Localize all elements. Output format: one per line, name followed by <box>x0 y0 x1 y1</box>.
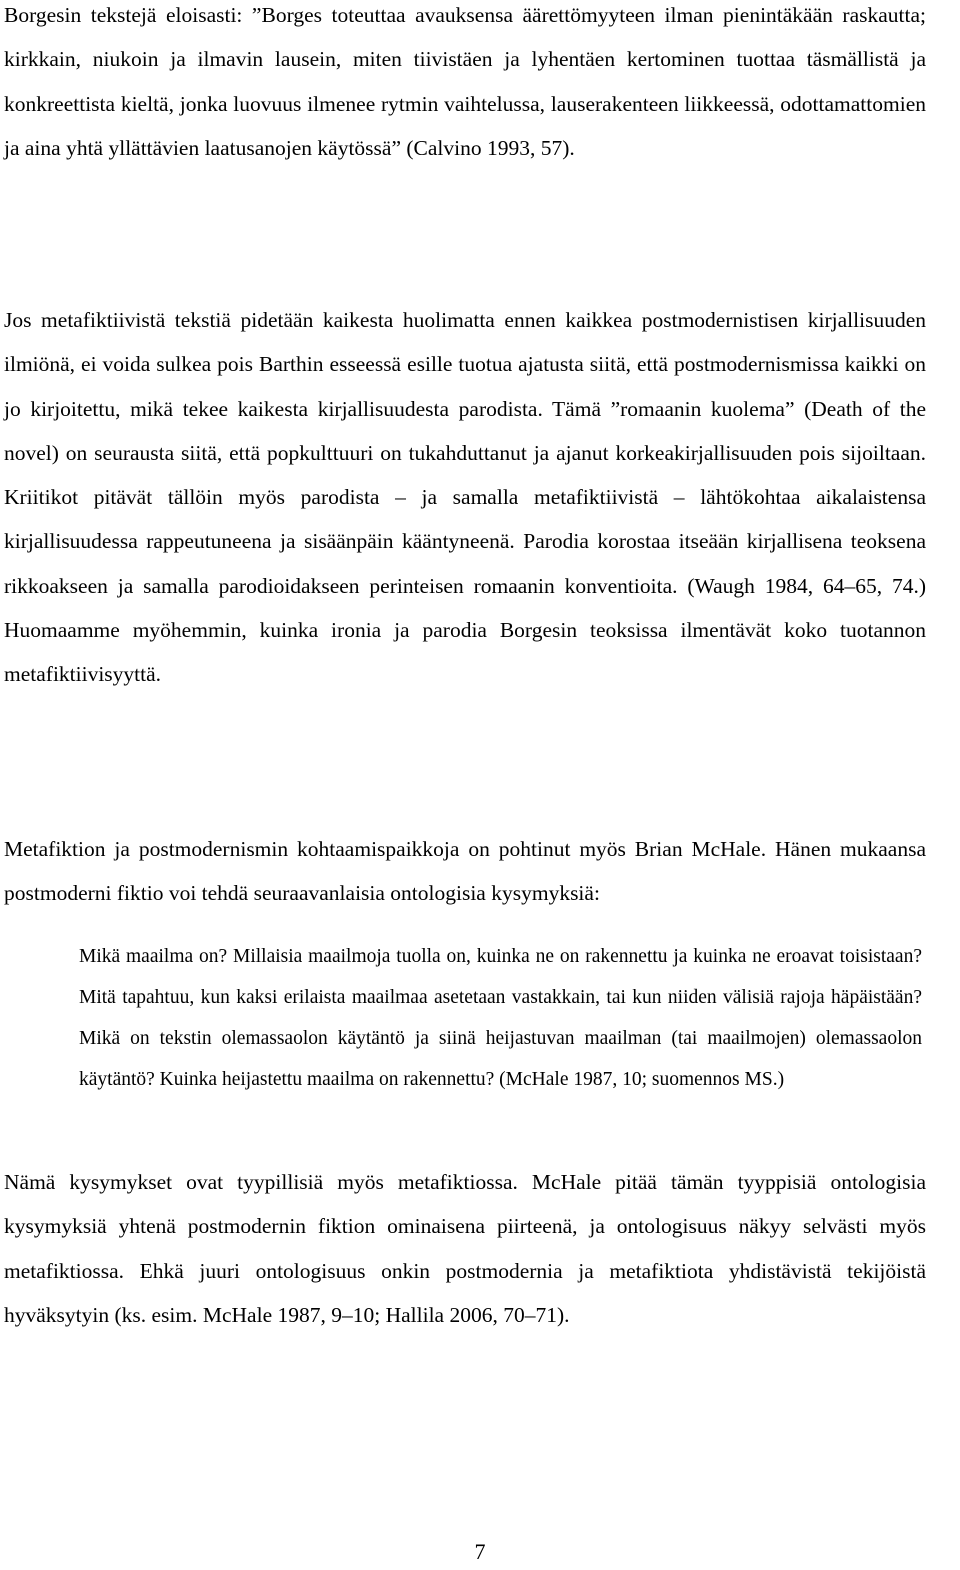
paragraph-mchale-intro: Metafiktion ja postmodernismin kohtaamispaikkoja on pohtinut myös Brian McHale. Hänen mukaansa postmoderni fiktio voi tehdä seuraavanlaisia ontologisia kysymyksiä: <box>4 837 926 906</box>
page-number: 7 <box>474 1539 486 1564</box>
paragraph-metafiction-parody: Jos metafiktiivistä tekstiä pidetään kaikesta huolimatta ennen kaikkea postmodernistisen kirjallisuuden ilmiönä, ei voida sulkea pois Barthin esseessä esille tuotua ajatusta siitä, että postmodernismissa kaikki on jo kirjoitettu, mikä tekee kaikesta kirjallisuudesta parodista. Tämä ”romaanin kuolema” (Death of the novel) on seurausta siitä, että popkulttuuri on tukahduttanut ja ajanut korkeakirjallisuuden pois sijoiltaan. Kriitikot pitävät tällöin myös parodista – ja samalla metafiktiivistä – lähtökohtaa aikalaistensa kirjallisuudessa rappeutuneena ja sisäänpäin kääntyneenä. Parodia korostaa itseään kirjallisena teoksena rikkoakseen ja samalla parodioidakseen perinteisen romaanin konventioita. (Waugh 1984, 64–65, 74.) Huomaamme myöhemmin, kuinka ironia ja parodia Borgesin teoksissa ilmentävät koko tuotannon metafiktiivisyyttä. <box>4 308 926 687</box>
paragraph-ontology-conclusion: Nämä kysymykset ovat tyypillisiä myös metafiktiossa. McHale pitää tämän tyyppisiä ontologisia kysymyksiä yhtenä postmodernin fiktion ominaisena piirteenä, ja ontologisuus näkyy selvästi myös metafiktiossa. Ehkä juuri ontologisuus onkin postmodernia ja metafiktiota yhdistävistä tekijöistä hyväksytyin (ks. esim. McHale 1987, 9–10; Hallila 2006, 70–71). <box>4 1170 926 1327</box>
paragraph-borges-calvino-quote: Borgesin tekstejä eloisasti: ”Borges toteuttaa avauksensa äärettömyyteen ilman pienintäkään raskautta; kirkkain, niukoin ja ilmavin lausein, miten tiivistäen ja lyhentäen kertominen tuottaa täsmällistä ja konkreettista kieltä, jonka luovuus ilmenee rytmin vaihtelussa, lauserakenteen liikkeessä, odottamattomien ja aina yhtä yllättävien laatusanojen käytössä” (Calvino 1993, 57). <box>4 3 926 160</box>
block-quote-ontological-questions: Mikä maailma on? Millaisia maailmoja tuolla on, kuinka ne on rakennettu ja kuinka ne eroavat toisistaan? Mitä tapahtuu, kun kaksi erilaista maailmaa asetetaan vastakkain, tai kun niiden välisiä rajoja häpäistään? Mikä on tekstin olemassaolon käytäntö ja siinä heijastuvan maailman (tai maailmojen) olemassaolon käytäntö? Kuinka heijastettu maailma on rakennettu? (McHale 1987, 10; suomennos MS.) <box>79 946 922 1090</box>
